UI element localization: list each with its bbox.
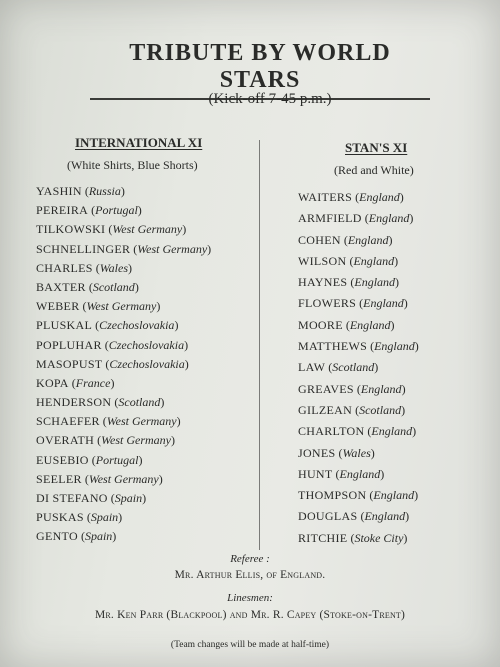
player-country: England bbox=[354, 275, 396, 290]
player-name: THOMPSON bbox=[298, 488, 367, 503]
left-player-row: POPLUHAR (Czechoslovakia) bbox=[36, 337, 189, 352]
player-country: Wales bbox=[99, 260, 129, 275]
player-name: GENTO bbox=[36, 529, 78, 544]
player-name: OVERATH bbox=[36, 433, 95, 448]
right-player-row: COHEN (England) bbox=[298, 232, 393, 247]
right-player-row: GILZEAN (Scotland) bbox=[298, 402, 406, 417]
right-player-row: HAYNES (England) bbox=[298, 275, 400, 290]
player-country: West Germany bbox=[112, 222, 183, 237]
player-country: Scotland bbox=[359, 402, 402, 417]
left-player-row: PLUSKAL (Czechoslovakia) bbox=[36, 318, 179, 333]
left-player-row: OVERATH (West Germany) bbox=[36, 433, 175, 448]
left-player-row: SEELER (West Germany) bbox=[36, 471, 163, 486]
player-country: England bbox=[373, 488, 415, 503]
player-name: PEREIRA bbox=[36, 203, 89, 218]
player-name: WEBER bbox=[36, 299, 80, 314]
player-name: HENDERSON bbox=[36, 395, 112, 410]
player-name: HUNT bbox=[298, 466, 333, 481]
player-country: England bbox=[364, 509, 406, 524]
player-name: WAITERS bbox=[298, 190, 353, 204]
right-team-list bbox=[298, 187, 419, 549]
left-player-row: SCHAEFER (West Germany) bbox=[36, 414, 181, 429]
player-country: England bbox=[360, 381, 402, 396]
player-country: England bbox=[363, 296, 404, 311]
player-name: WILSON bbox=[298, 253, 347, 268]
player-name: SEELER bbox=[36, 471, 82, 486]
page-title: TRIBUTE BY WORLD STARS bbox=[90, 40, 430, 100]
left-player-row: SCHNELLINGER (West Germany) bbox=[36, 241, 212, 256]
right-player-row: ARMFIELD (England) bbox=[298, 211, 414, 226]
player-country: West Germany bbox=[88, 471, 159, 486]
player-country: England bbox=[368, 211, 410, 226]
right-player-row: JONES (Wales) bbox=[298, 445, 375, 460]
player-country: Scotland bbox=[118, 395, 161, 410]
player-name: EUSEBIO bbox=[36, 452, 89, 467]
right-team-heading: STAN'S XI bbox=[345, 140, 408, 155]
player-country: England bbox=[374, 339, 415, 354]
player-name: LAW bbox=[298, 360, 326, 375]
referee-label: Referee : bbox=[230, 553, 270, 565]
player-country: Scotland bbox=[332, 360, 375, 375]
right-player-row: HUNT (England) bbox=[298, 466, 385, 481]
left-player-row: KOPA (France) bbox=[36, 375, 115, 390]
right-player-row: LAW (Scotland) bbox=[298, 360, 379, 375]
player-country: England bbox=[349, 317, 391, 332]
player-name: CHARLTON bbox=[298, 424, 365, 439]
linesmen-label: Linesmen: bbox=[227, 592, 273, 604]
player-country: Czechoslovakia bbox=[109, 356, 185, 371]
kickoff-time: (Kick-off 7-45 p.m.) bbox=[208, 91, 332, 107]
left-player-row: CHARLES (Wales) bbox=[36, 260, 133, 275]
player-country: West Germany bbox=[137, 241, 208, 256]
left-player-row: WEBER (West Germany) bbox=[36, 299, 161, 314]
player-country: West Germany bbox=[86, 299, 157, 314]
player-country: Spain bbox=[114, 491, 143, 505]
player-country: West Germany bbox=[106, 414, 177, 429]
player-name: PLUSKAL bbox=[36, 318, 93, 333]
player-name: MASOPUST bbox=[36, 356, 103, 371]
player-name: GILZEAN bbox=[298, 402, 353, 417]
right-player-row: MOORE (England) bbox=[298, 317, 395, 332]
player-name: FLOWERS bbox=[298, 296, 357, 311]
player-name: MATTHEWS bbox=[298, 339, 368, 354]
player-name: SCHAEFER bbox=[36, 414, 100, 429]
linesmen-names: Mr. Ken Parr (Blackpool) and Mr. R. Capey (Stoke-on-Trent) bbox=[94, 609, 406, 621]
left-team-heading: INTERNATIONAL XI bbox=[75, 135, 203, 150]
player-country: England bbox=[353, 253, 395, 268]
left-player-row: PUSKAS (Spain) bbox=[36, 510, 123, 525]
left-player-row: MASOPUST (Czechoslovakia) bbox=[36, 356, 189, 371]
right-player-row: THOMPSON (England) bbox=[298, 488, 419, 503]
player-country: Portugal bbox=[95, 452, 139, 467]
column-divider bbox=[259, 140, 260, 550]
referee-name: Mr. Arthur Ellis, of England. bbox=[174, 569, 326, 581]
left-player-row: GENTO (Spain) bbox=[36, 529, 117, 544]
right-player-row: RITCHIE (Stoke City) bbox=[298, 530, 408, 545]
player-country: Czechoslovakia bbox=[99, 318, 175, 333]
player-name: PUSKAS bbox=[36, 510, 84, 525]
player-name: ARMFIELD bbox=[298, 211, 362, 226]
player-country: England bbox=[339, 466, 381, 481]
left-player-row: DI STEFANO (Spain) bbox=[36, 491, 147, 505]
right-player-row: WAITERS (England) bbox=[298, 190, 404, 204]
player-country: Spain bbox=[84, 529, 113, 544]
player-name: GREAVES bbox=[298, 381, 354, 396]
player-name: RITCHIE bbox=[298, 530, 348, 545]
right-player-row: DOUGLAS (England) bbox=[298, 509, 410, 524]
left-player-row: YASHIN (Russia) bbox=[36, 184, 125, 198]
left-player-row: TILKOWSKI (West Germany) bbox=[36, 222, 187, 237]
player-country: France bbox=[75, 375, 111, 390]
player-name: TILKOWSKI bbox=[36, 222, 106, 237]
player-country: Wales bbox=[342, 445, 371, 460]
player-name: CHARLES bbox=[36, 260, 93, 275]
player-country: West Germany bbox=[101, 433, 171, 448]
left-player-row: PEREIRA (Portugal) bbox=[36, 203, 142, 218]
left-team-list bbox=[36, 182, 211, 547]
right-player-row: GREAVES (England) bbox=[298, 381, 406, 396]
player-country: Stoke City bbox=[354, 530, 404, 545]
player-name: HAYNES bbox=[298, 275, 348, 290]
player-country: Spain bbox=[90, 510, 119, 525]
player-name: BAXTER bbox=[36, 279, 86, 294]
player-country: England bbox=[359, 190, 400, 204]
left-team-colours: (White Shirts, Blue Shorts) bbox=[67, 158, 198, 172]
player-country: England bbox=[371, 424, 413, 439]
player-name: MOORE bbox=[298, 317, 343, 332]
player-name: KOPA bbox=[36, 375, 69, 390]
player-country: England bbox=[347, 232, 389, 247]
player-name: COHEN bbox=[298, 232, 341, 247]
half-time-note: (Team changes will be made at half-time) bbox=[170, 640, 330, 650]
player-name: SCHNELLINGER bbox=[36, 241, 131, 256]
player-name: DI STEFANO bbox=[36, 491, 108, 505]
player-name: POPLUHAR bbox=[36, 337, 102, 352]
right-player-row: FLOWERS (England) bbox=[298, 296, 408, 311]
left-player-row: BAXTER (Scotland) bbox=[36, 279, 139, 294]
player-country: Czechoslovakia bbox=[108, 337, 185, 352]
right-player-row: MATTHEWS (England) bbox=[298, 339, 419, 354]
left-player-row: HENDERSON (Scotland) bbox=[36, 395, 165, 410]
right-team-colours: (Red and White) bbox=[334, 163, 414, 177]
player-country: Scotland bbox=[92, 279, 135, 294]
right-player-row: WILSON (England) bbox=[298, 253, 399, 268]
player-country: Russia bbox=[88, 184, 121, 198]
player-name: YASHIN bbox=[36, 184, 82, 198]
player-country: Portugal bbox=[95, 203, 138, 218]
player-name: DOUGLAS bbox=[298, 509, 358, 524]
player-name: JONES bbox=[298, 445, 336, 460]
right-player-row: CHARLTON (England) bbox=[298, 424, 417, 439]
left-player-row: EUSEBIO (Portugal) bbox=[36, 452, 143, 467]
